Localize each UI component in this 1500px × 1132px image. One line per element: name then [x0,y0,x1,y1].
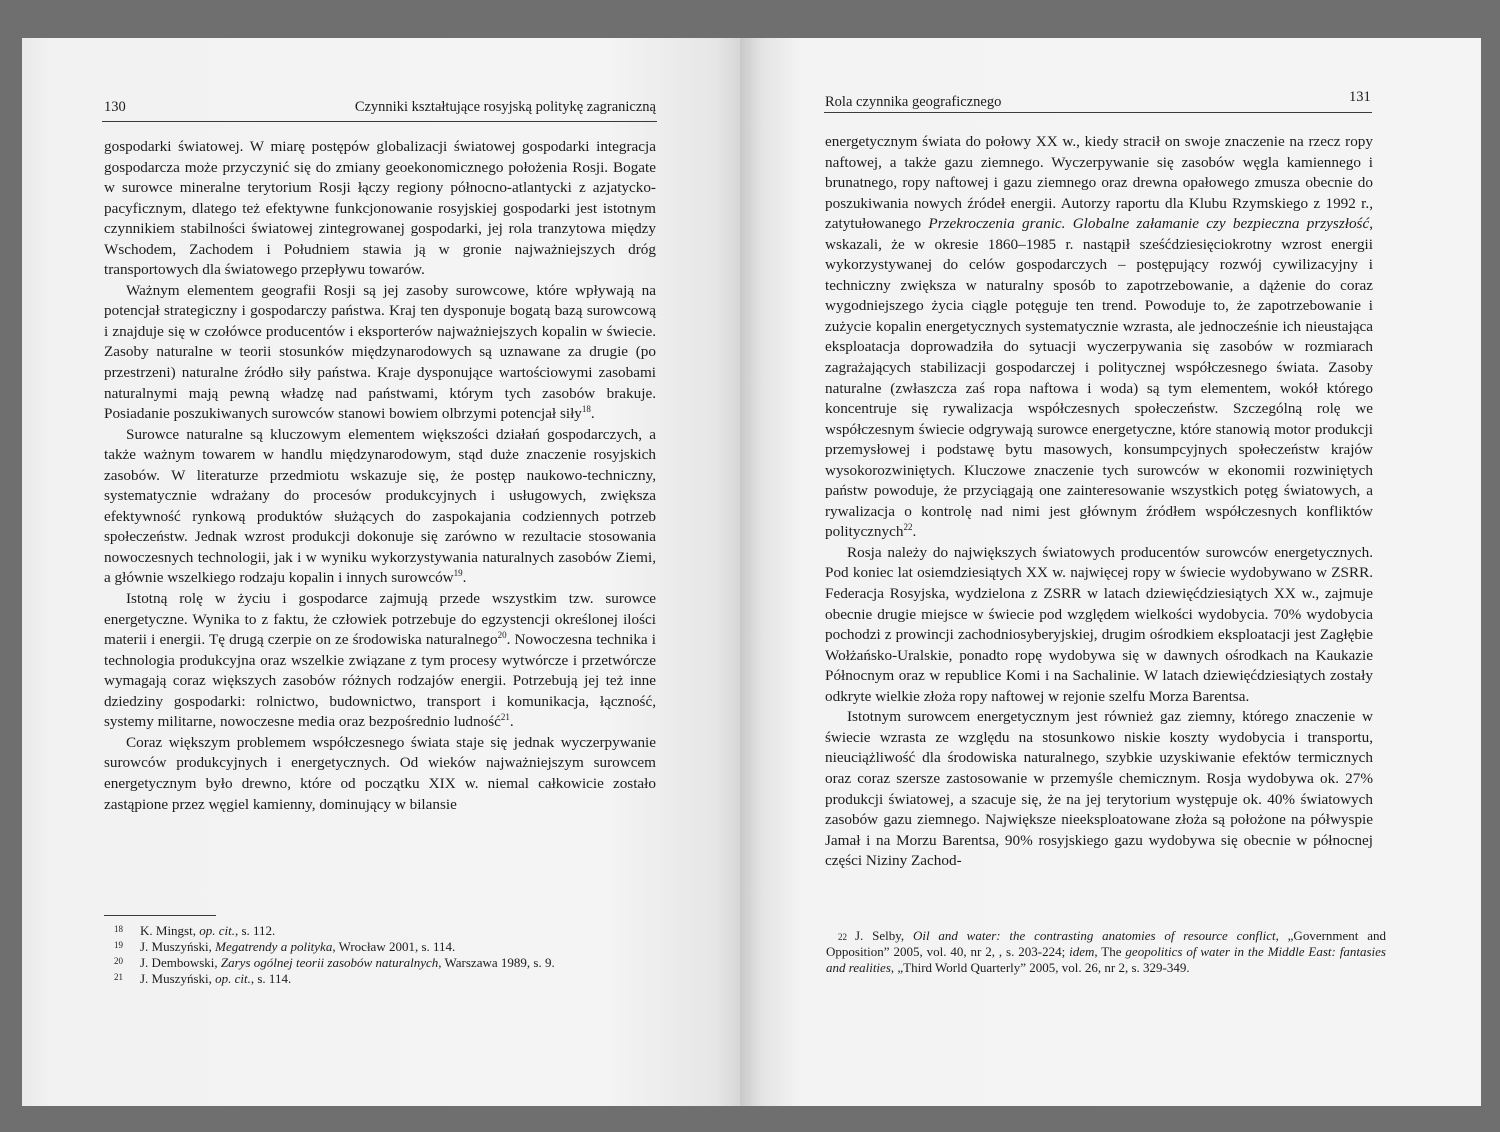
left-footnotes [114,923,654,987]
footnote-text: , „Third World Quarterly” 2005, vol. 26, nr 2, s. 329-349. [890,960,1190,975]
right-page [740,38,1481,1106]
footnote [114,939,654,955]
cited-title: Przekroczenia granic. Globalne załamanie czy bezpieczna przyszłość [928,215,1370,233]
footnote [114,971,654,987]
footnote-text: , s. 112. [234,923,276,938]
paragraph-text: energetycznym świata do połowy XX w., kiedy stracił on swoje znaczenie na rzecz ropy naftowej, a także gazu ziemnego. Wyczerpywanie się zasobów węgla kamiennego i brunatnego, ropy naftowej i gazu ziemnego oraz drewna opałowego zmusza obecnie do poszukiwania nowych źródeł energii. Autorzy raportu dla Klubu Rzymskiego z 1992 r., zatytułowanego [825,133,1373,233]
header-rule-left [102,121,657,122]
paragraph-text: Coraz większym problemem współczesnego świata staje się jednak wyczerpywanie surowców produkcyjnych i energetycznych. Od wieków najważniejszym surowcem energetycznym było drewno, które od początku XIX w. niemal całkowicie zostało zastąpione przez węgiel kamienny, dominujący w bilansie [104,733,656,813]
footnote-text: J. Muszyński, [140,939,216,954]
running-head-right: Rola czynnika geograficznego [825,94,1002,110]
paragraph [104,137,656,281]
footnote-number: 22 [838,932,847,942]
paragraph-text: . [462,569,467,587]
paragraph-text: Ważnym elementem geografii Rosji są jej zasoby surowcowe, które wpływają na potencjał strategiczny i gospodarczy państwa. Kraj ten dysponuje bogatą bazą surowcową i znajduje się w czołówce producentów i eksporterów najważniejszych kopalin w świecie. Zasoby naturalne w teorii stosunków międzynarodowych są uznawane za drugie (po przestrzeni) naturalne źródło siły państwa. Kraje dysponujące wartościowymi zasobami naturalnymi mają pewną władzę nad państwami, którym tych zasobów brakuje. Posiadanie poszukiwanych surowców stanowi bowiem olbrzymi potencjał siły [104,281,656,423]
footnote-title: Zarys ogólnej teorii zasobów naturalnych [220,955,439,970]
footnote [114,955,654,971]
footnote-title: op. cit. [215,971,251,986]
page-number-left: 130 [104,99,126,115]
footnote-rule-left [104,915,216,916]
footnote-title: geopolitics of water in the Middle East: fantasies and realities [826,944,1386,975]
footnote-title: op. cit. [199,923,235,938]
footnote-number: 19 [114,940,123,950]
footnote-number: 20 [114,956,123,966]
paragraph-text: Istotną rolę w życiu i gospodarce zajmują przede wszystkim tzw. surowce energetyczne. Wynika to z faktu, że człowiek potrzebuje do egzystencji określonej ilości materii i energii. Tę drugą czerpie on ze środowiska naturalnego [104,590,656,649]
paragraph-text: . Nowoczesna technika i technologia produkcyjna oraz wszelkie związane z tym procesy wytwórcze i przetwórcze wymagają coraz większych zasobów różnych rodzajów energii. Potrzebują jej też inne dziedziny gospodarki: rolnictwo, budownictwo, transport i komunikacja, łączność, systemy militarne, nowoczesne media oraz bezpośrednio ludność [104,631,656,731]
footnote-text: J. Dembowski, [140,955,221,970]
footnote-text: , Warszawa 1989, s. 9. [438,955,555,970]
paragraph-text: . [590,405,595,423]
paragraph [104,589,656,733]
paragraph [825,132,1373,543]
paragraph: Istotnym surowcem energetycznym jest również gaz ziemny, którego znaczenie w świecie wzrasta ze względu na stosunkowo niskie koszty wydobycia i transportu, nieuciążliwość dla środowiska naturalnego, szybkie uzyskiwanie efektów termicznych oraz coraz szersze zastosowanie w przemyśle chemicznym. Rosja wydobywa ok. 27% produkcji światowej, a szacuje się, że na jej terytorium występuje ok. 40% światowych zasobów gazu ziemnego. Największe nieeksploatowane złoża są położone na półwyspie Jamał i na Morzu Barentsa, 90% rosyjskiego gazu wydobywa się obecnie w północnej części Niziny Zachod- [825,708,1373,870]
footnote-text: , Wrocław 2001, s. 114. [332,939,456,954]
footnote-ref: 21 [500,712,510,723]
footnote-ref: 20 [497,630,507,641]
paragraph [104,425,656,589]
footnote-text: , s. 114. [250,971,292,986]
footnote [114,923,654,939]
page-number-right: 131 [1349,89,1371,105]
footnote-ref: 22 [903,522,913,533]
paragraph-text: . [912,523,917,541]
footnote-number: 18 [114,924,123,934]
footnote-title: Megatrendy a polityka [215,939,333,954]
footnote-text: J. Muszyński, [140,971,216,986]
footnote-text: K. Mingst, [140,923,200,938]
footnote-ref: 18 [581,404,591,415]
paragraph [104,733,656,815]
footnote-text: , The [1094,944,1126,959]
paragraph-text: , wskazali, że w okresie 1860–1985 r. nastąpił sześćdziesięciokrotny wzrost energii wykorzystywanej do celów gospodarczych – postępujący rozwój cywilizacyjny i techniczny zwiększa w naturalny sposób to zapotrzebowanie, a dążenie do coraz wygodniejszego życia ciągle potęguje ten trend. Powoduje to, że zapotrzebowanie i zużycie kopalin energetycznych systematycznie wzrasta, ale jednocześnie ich nieustająca eksploatacja doprowadziła do sytuacji wyczerpywania się zasobów w rozmiarach zagrażających stabilizacji gospodarczej i politycznej współczesnego świata. Zasoby naturalne (zwłaszcza zaś ropa naftowa i woda) są tym elementem, wokół którego koncentruje się rywalizacja współczesnych społeczeństw. Szczególną rolę we współczesnym świecie odgrywają surowce energetyczne, które stanowią motor produkcji przemysłowej i podstawę bytu masowych, konsumpcyjnych społeczeństw krajów wysokorozwiniętych. Kluczowe znaczenie tych surowców w ekonomii rozwiniętych państw powoduje, że przyciągają one zainteresowanie wszystkich potęg światowych, a rywalizacja o kontrolę nad nimi jest głównym źródłem współczesnych konfliktów politycznych [825,215,1373,541]
paragraph-text: gospodarki światowej. W miarę postępów globalizacji światowej gospodarki integracja gospodarcza może przyczynić się do zmiany geoekonomicznego położenia Rosji. Bogate w surowce mineralne terytorium Rosji łączy regiony północno-atlantycki z azjatycko-pacyficznym, dlatego też efektywne funkcjonowanie rosyjskiej gospodarki jest istotnym czynnikiem stabilności światowej zintegrowanej gospodarki, jej rola tranzytowa między Wschodem, Zachodem i Południem stawia ją w gronie najważniejszych dróg transportowych dla światowego przepływu towarów. [104,138,656,279]
paragraph-text: . [509,713,514,731]
left-body-text [104,137,656,815]
paragraph: Rosja należy do największych światowych producentów surowców energetycznych. Pod koniec lat osiemdziesiątych XX w. najwięcej ropy w świecie wydobywano w ZSRR. Federacja Rosyjska, wydzielona z ZSRR w latach dziewięćdziesiątych XX w., zajmuje obecnie drugie miejsce w świecie pod względem wielkości wydobycia. 70% wydobycia pochodzi z prowincji zachodniosyberyjskiej, drugim ośrodkiem eksploatacji jest Zagłębie Wołżańsko-Uralskie, ponadto ropę wydobywa się w dawnych ośrodkach na Kaukazie Północnym oraz w republice Komi i na Sachalinie. W latach dziewięćdziesiątych zostały odkryte wielkie złoża ropy naftowej w rejonie szelfu Morza Barentsa. [825,543,1373,705]
footnote-number: 21 [114,972,123,982]
footnote [826,928,1386,976]
left-page [22,38,752,1106]
footnote-title: idem [1069,944,1095,959]
footnote-text: , „Government and Opposition” 2005, vol. 40, nr 2, , s. 203-224; [826,928,1386,959]
right-footnotes [826,928,1386,976]
footnote-text: J. Selby, [855,928,913,943]
footnote-ref: 19 [453,568,463,579]
header-rule-right [824,112,1372,113]
paragraph [104,281,656,425]
paragraph-text: Surowce naturalne są kluczowym elementem większości działań gospodarczych, a także ważnym towarem w handlu międzynarodowym, stąd duże znaczenie rosyjskich zasobów. W literaturze przedmiotu wskazuje się, że postęp naukowo-techniczny, systematycznie wdrażany do procesów produkcyjnych i usługowych, zwiększa efektywność rynkową produktów służących do zaspokajania codziennych potrzeb społeczeństw. Jednak wzrost produkcji dokonuje się zarówno w rezultacie stosowania nowoczesnych technologii, jak i w wyniku wykorzystywania naturalnych zasobów Ziemi, a głównie wszelkiego rodzaju kopalin i innych surowców [104,425,656,587]
right-body-text [825,132,1373,872]
footnote-title: Oil and water: the contrasting anatomies of resource conflict [912,928,1276,943]
running-head-left: Czynniki kształtujące rosyjską politykę zagraniczną [354,99,656,115]
